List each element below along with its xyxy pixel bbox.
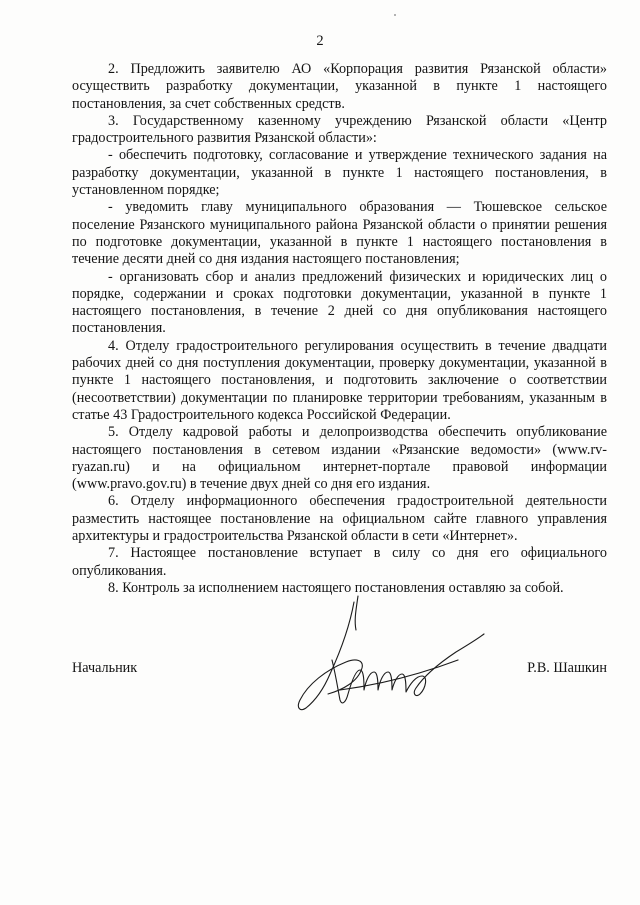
paragraph-item-8: 8. Контроль за исполнением настоящего постановления оставляю за собой. (108, 579, 564, 596)
paragraph-item-3: 3. Государственному казенному учреждению Рязанской области «Центр градостроительного развития Рязанской области»: (72, 112, 607, 147)
paragraph-item-3-bullet-1: - обеспечить подготовку, согласование и утверждение технического задания на разработку документации, указанной в пункте 1 настоящего постановления, в установленном порядке; (72, 147, 607, 199)
handwritten-signature (270, 590, 500, 720)
paragraph-item-3-bullet-2: - уведомить главу муниципального образования — Тюшевское сельское поселение Рязанского муниципального района Рязанской области о принятии решения по подготовке документации, указанной в пункте 1 настоящего постановления в течение десяти дней со дня издания настоящего постановления; (72, 199, 607, 268)
paragraph-item-7: 7. Настоящее постановление вступает в силу со дня его официального опубликования. (72, 545, 607, 579)
paragraph-item-4: 4. Отделу градостроительного регулирования осуществить в течение двадцати рабочих дней со дня поступления документации, проверку документации, указанной в пункте 1 настоящего постановления, и подготовить заключение о соответствии (несоответствии) документации по планировке территории требованиям, указанным в статье 43 Градостроительного кодекса Российской Федерации. (72, 337, 607, 423)
scan-speck (394, 14, 396, 16)
signatory-position: Начальник (72, 660, 138, 676)
paragraph-item-6: 6. Отделу информационного обеспечения градостроительной деятельности разместить настоящее постановление на официальном сайте главного управления архитектуры и градостроительства Рязанской области в сети «Интернет». (72, 493, 607, 545)
paragraph-item-3-bullet-3: - организовать сбор и анализ предложений физических и юридических лиц о порядке, содержании и сроках подготовки документации, указанной в пункте 1 настоящего постановления, в течение 2 дней со дня опубликования настоящего постановления. (72, 268, 607, 337)
signatory-name: Р.В. Шашкин (527, 660, 607, 676)
paragraph-item-5: 5. Отделу кадровой работы и делопроизводства обеспечить опубликование настоящего постановления в сетевом издании «Рязанские ведомости» (www.rv-ryazan.ru) и на официальном интернет-портале правовой информации (www.pravo.gov.ru) в течение двух дней со дня его издания. (72, 424, 607, 493)
paragraph-item-2: 2. Предложить заявителю АО «Корпорация развития Рязанской области» осуществить разработку документации, указанной в пункте 1 настоящего постановления, за счет собственных средств. (72, 61, 607, 112)
page-number: 2 (316, 33, 324, 49)
document-body (72, 61, 607, 597)
signature-row (72, 660, 607, 684)
